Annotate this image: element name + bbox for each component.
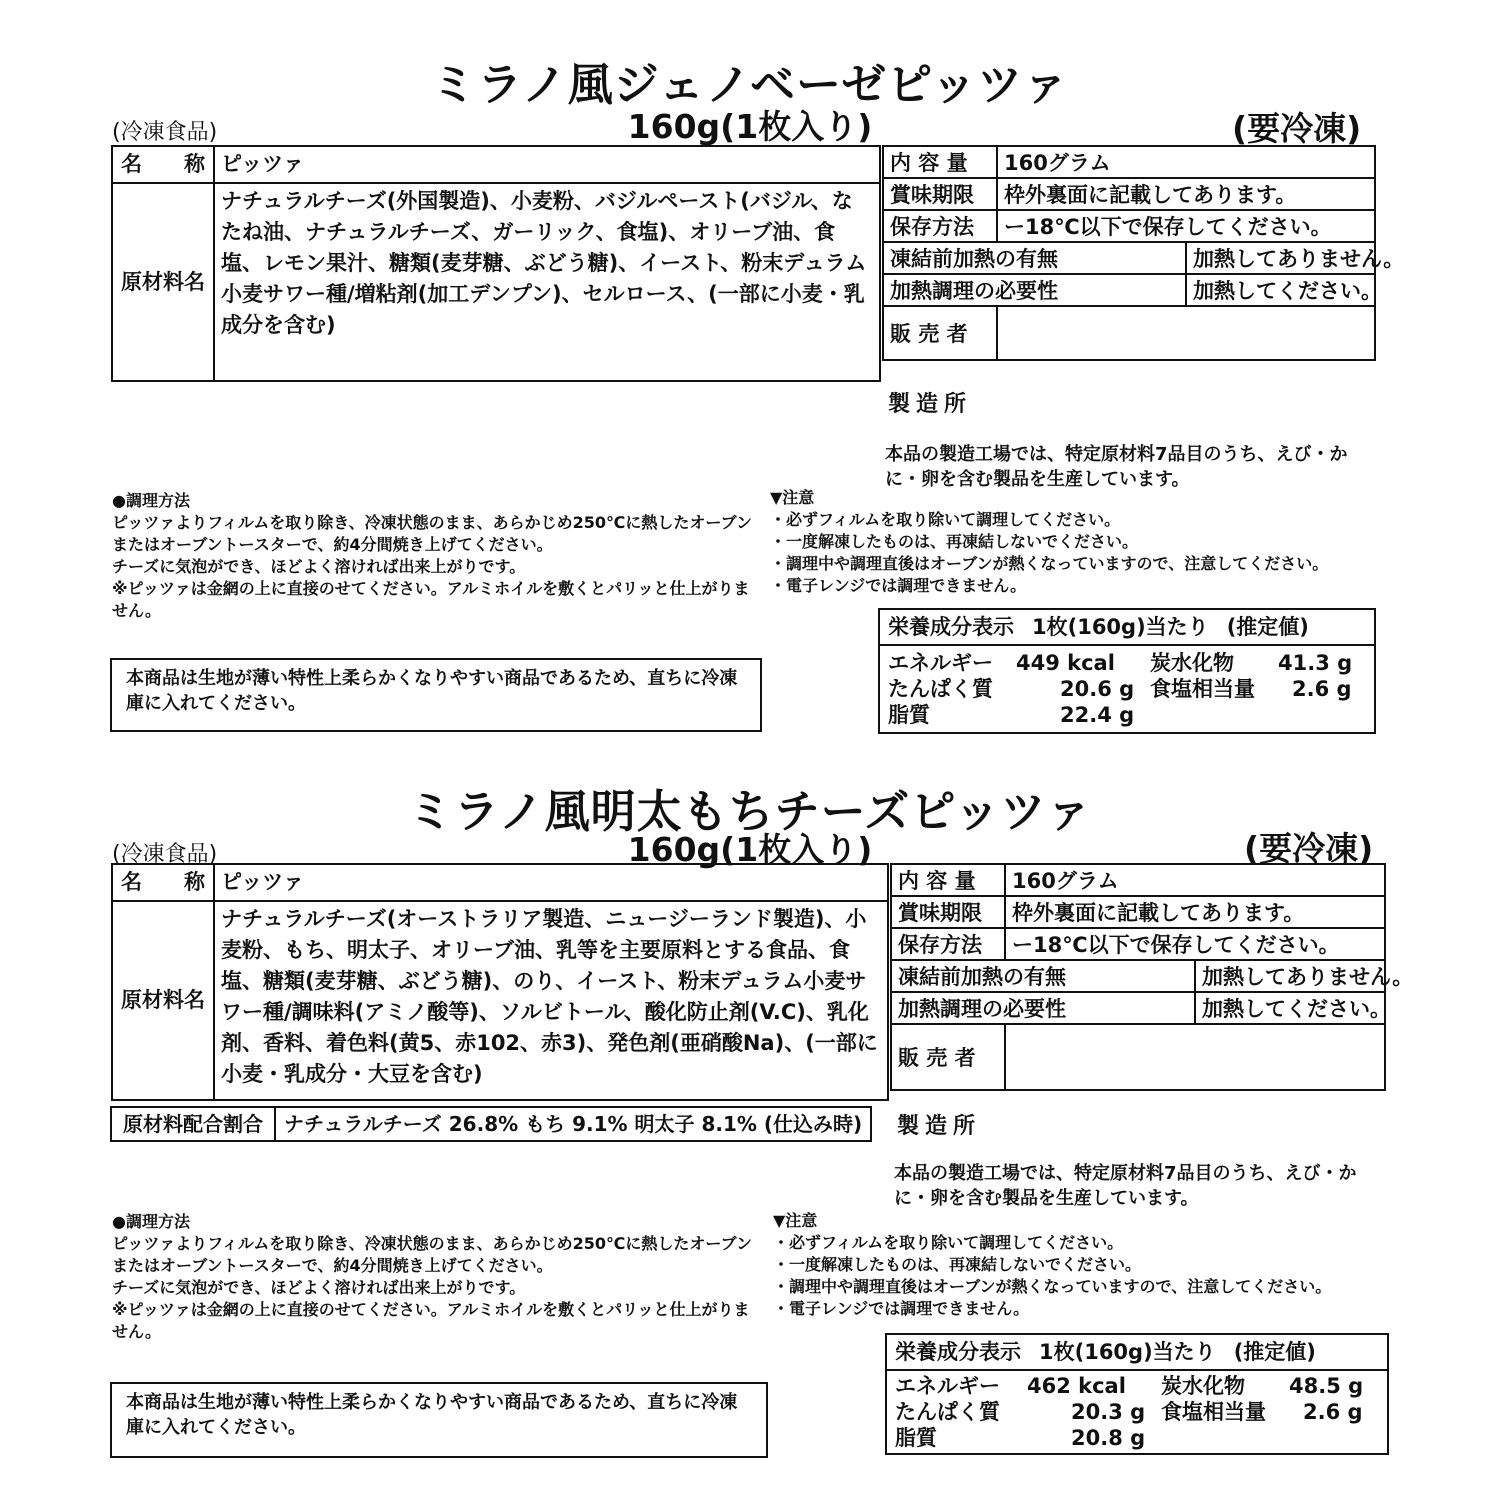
fat-value: 22.4 g [1060,703,1135,727]
caution-item: ・電子レンジでは調理できません。 [773,1299,1030,1318]
carb-value: 48.5 g [1289,1374,1364,1398]
allergen-note: 本品の製造工場では、特定原材料7品目のうち、えび・かに・卵を含む製品を生産しています。 [894,1163,1357,1209]
nutrition-facts [885,1333,1389,1455]
nutrition-estimate: (推定値) [1226,615,1309,639]
protein-key: たんぱく質 [895,1400,1000,1424]
nutrition-estimate: (推定値) [1233,1340,1316,1364]
spec-key: 保存方法 [883,210,997,242]
ingredients-value: ナチュラルチーズ(オーストラリア製造、ニュージーランド製造)、小麦粉、もち、明太子、オリーブ油、乳等を主要原料とする食品、食塩、糖類(麦芽糖、ぶどう糖)、のり、イースト、粉末デュラム小麦サワー種/調味料(アミノ酸等)、ソルビトール、酸化防止剤(V.C)、乳化剤、香料、着色料(黄5、赤102、赤3)、発色剤(亜硝酸Na)、(一部に小麦・乳成分・大豆を含む) [214,901,888,1100]
cooking-heading: ●調理方法 [112,1212,190,1231]
fat-key: 脂質 [888,703,930,727]
cooking-instructions [112,490,762,622]
caution-item: ・必ずフィルムを取り除いて調理してください。 [770,510,1121,529]
spec-key: 内 容 量 [891,864,1005,896]
spec-value: 枠外裏面に記載してあります。 [997,178,1375,210]
spec-table [890,863,1414,1091]
ingredient-ratio [110,1106,872,1142]
nutrition-header [880,610,1374,646]
spec-value: ー18℃以下で保存してください。 [997,210,1375,242]
freezer-notice: 本商品は生地が薄い特性上柔らかくなりやすい商品であるため、直ちに冷凍庫に入れてください。 [110,658,762,732]
cooking-heading: ●調理方法 [112,491,190,510]
ingredients-key: 原材料名 [112,183,214,381]
spec-key: 賞味期限 [883,178,997,210]
seller-key: 販 売 者 [883,306,997,360]
nutrition-header [887,1335,1387,1371]
spec-value: 枠外裏面に記載してあります。 [1005,896,1385,928]
ingredients-key: 原材料名 [112,901,214,1100]
name-key: 名 称 [112,146,214,183]
ratio-key: 原材料配合割合 [112,1108,276,1140]
ingredients-value: ナチュラルチーズ(外国製造)、小麦粉、バジルペースト(バジル、なたね油、ナチュラルチーズ、ガーリック、食塩)、オリーブ油、食塩、レモン果汁、糖類(麦芽糖、ぶどう糖)、イースト、粉末デュラム小麦サワー種/増粘剤(加工デンプン)、セルロース、(一部に小麦・乳成分を含む) [214,183,880,381]
food-category: (冷凍食品) [112,842,218,867]
carb-key: 炭水化物 [1150,651,1234,675]
storage-requirement: (要冷凍) [1244,829,1374,868]
spec-value: 160グラム [1005,864,1385,896]
caution-list [773,1210,1373,1320]
fat-value: 20.8 g [1071,1426,1146,1450]
protein-key: たんぱく質 [888,677,993,701]
spec-value: ー18℃以下で保存してください。 [1005,928,1385,960]
cooking-note: ※ピッツァは金網の上に直接のせてください。アルミホイルを敷くとパリッと仕上がりません。 [112,1300,750,1341]
cooking-instructions [112,1211,762,1343]
protein-value: 20.6 g [1060,677,1135,701]
salt-key: 食塩相当量 [1150,677,1255,701]
seller-key: 販 売 者 [891,1024,1005,1090]
spec-key: 加熱調理の必要性 [891,992,1195,1024]
net-weight: 160g(1枚入り) [627,830,873,869]
caution-item: ・一度解凍したものは、再凍結しないでください。 [773,1255,1142,1274]
seller-value [1005,1024,1385,1090]
spec-key: 内 容 量 [883,146,997,178]
name-value: ピッツァ [214,864,888,901]
nutrition-title: 栄養成分表示 [895,1340,1021,1364]
fat-key: 脂質 [895,1426,937,1450]
caution-item: ・一度解凍したものは、再凍結しないでください。 [770,532,1139,551]
nutrition-basis: 1枚(160g)当たり [1032,615,1209,639]
spec-table [882,145,1405,361]
caution-item: ・電子レンジでは調理できません。 [770,576,1027,595]
carb-value: 41.3 g [1278,651,1353,675]
allergen-note: 本品の製造工場では、特定原材料7品目のうち、えび・かに・卵を含む製品を生産しています。 [885,444,1348,490]
freezer-notice: 本商品は生地が薄い特性上柔らかくなりやすい商品であるため、直ちに冷凍庫に入れてください。 [110,1382,768,1458]
spec-value: 加熱してください。 [1186,274,1375,306]
spec-value: 加熱してください。 [1195,992,1385,1024]
cooking-note: ※ピッツァは金網の上に直接のせてください。アルミホイルを敷くとパリッと仕上がりません。 [112,579,750,620]
salt-value: 2.6 g [1303,1400,1363,1424]
spec-key: 凍結前加熱の有無 [891,960,1195,992]
cooking-step: チーズに気泡ができ、ほどよく溶ければ出来上がりです。 [112,557,526,576]
caution-list [770,487,1370,597]
energy-key: エネルギー [888,651,993,675]
seller-value [997,306,1375,360]
energy-value: 462 kcal [1027,1374,1126,1398]
spec-key: 加熱調理の必要性 [883,274,1186,306]
caution-heading: ▼注意 [773,1211,818,1230]
nutrition-basis: 1枚(160g)当たり [1039,1340,1216,1364]
spec-key: 保存方法 [891,928,1005,960]
nutrition-title: 栄養成分表示 [888,615,1014,639]
energy-key: エネルギー [895,1374,1000,1398]
cooking-step: チーズに気泡ができ、ほどよく溶ければ出来上がりです。 [112,1278,526,1297]
spec-key: 賞味期限 [891,896,1005,928]
caution-item: ・必ずフィルムを取り除いて調理してください。 [773,1233,1124,1252]
ratio-value: ナチュラルチーズ 26.8% もち 9.1% 明太子 8.1% (仕込み時) [284,1112,863,1136]
name-key: 名 称 [112,864,214,901]
factory-label: 製造所 [897,1114,982,1139]
food-category: (冷凍食品) [112,120,218,145]
spec-value: 160グラム [997,146,1375,178]
product-title: ミラノ風ジェノベーゼピッツァ [431,58,1069,111]
caution-item: ・調理中や調理直後はオーブンが熱くなっていますので、注意してください。 [770,554,1329,573]
spec-value: 加熱してありません。 [1195,960,1385,992]
ingredients-table [111,863,889,1101]
spec-key: 凍結前加熱の有無 [883,242,1186,274]
carb-key: 炭水化物 [1161,1374,1245,1398]
spec-value: 加熱してありません。 [1186,242,1375,274]
ingredients-table [111,145,881,382]
cooking-step: ピッツァよりフィルムを取り除き、冷凍状態のまま、あらかじめ250℃に熱したオーブンまたはオーブントースターで、約4分間焼き上げてください。 [112,513,752,554]
cooking-step: ピッツァよりフィルムを取り除き、冷凍状態のまま、あらかじめ250℃に熱したオーブンまたはオーブントースターで、約4分間焼き上げてください。 [112,1234,752,1275]
storage-requirement: (要冷凍) [1232,109,1362,148]
salt-value: 2.6 g [1292,677,1352,701]
caution-item: ・調理中や調理直後はオーブンが熱くなっていますので、注意してください。 [773,1277,1332,1296]
salt-key: 食塩相当量 [1161,1400,1266,1424]
factory-label: 製造所 [888,392,973,417]
protein-value: 20.3 g [1071,1400,1146,1424]
product-title: ミラノ風明太もちチーズピッツァ [407,785,1093,838]
energy-value: 449 kcal [1016,651,1115,675]
name-value: ピッツァ [214,146,880,183]
caution-heading: ▼注意 [770,488,815,507]
nutrition-facts [878,608,1376,734]
net-weight: 160g(1枚入り) [627,107,873,146]
